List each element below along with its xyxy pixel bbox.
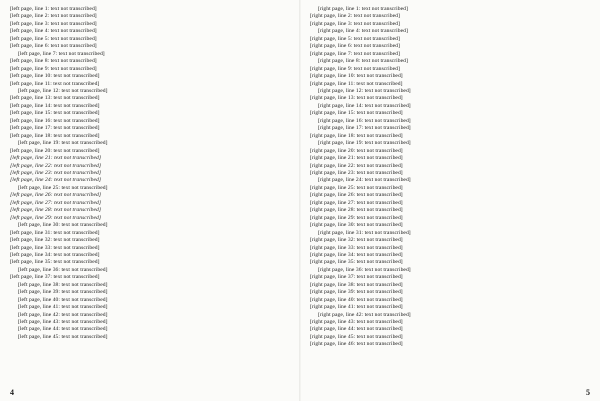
text-line: [left page, line 4: text not transcribed] xyxy=(10,28,97,35)
text-line: [right page, line 40: text not transcribed] xyxy=(310,296,403,303)
text-line: [left page, line 26: text not transcribed] xyxy=(10,192,102,199)
text-line: [left page, line 40: text not transcribed] xyxy=(18,296,108,303)
text-line: [right page, line 38: text not transcribed] xyxy=(310,281,403,288)
text-line: [left page, line 38: text not transcribed] xyxy=(18,281,108,288)
text-line: [right page, line 28: text not transcribed] xyxy=(310,207,403,214)
text-line: [right page, line 6: text not transcribed] xyxy=(310,43,400,50)
text-line: [left page, line 16: text not transcribed] xyxy=(10,117,100,124)
text-line: [left page, line 3: text not transcribed] xyxy=(10,20,97,27)
text-line: [left page, line 9: text not transcribed] xyxy=(10,65,97,72)
text-line: [left page, line 25: text not transcribed] xyxy=(18,184,108,191)
text-line: [left page, line 13: text not transcribed] xyxy=(10,95,100,102)
text-line: [left page, line 8: text not transcribed] xyxy=(10,58,97,65)
text-line: [left page, line 12: text not transcribed] xyxy=(18,87,108,94)
text-line: [left page, line 37: text not transcribed] xyxy=(10,274,100,281)
left-page-number: 4 xyxy=(10,388,14,397)
text-line: [right page, line 30: text not transcribed] xyxy=(310,222,403,229)
text-line: [left page, line 6: text not transcribed] xyxy=(10,43,97,50)
text-line: [right page, line 31: text not transcribed] xyxy=(318,229,411,236)
text-line: [left page, line 29: text not transcribed] xyxy=(10,214,102,221)
text-line: [right page, line 27: text not transcribed] xyxy=(310,199,403,206)
text-line: [left page, line 24: text not transcribed] xyxy=(10,177,102,184)
text-line: [right page, line 25: text not transcribed] xyxy=(310,184,403,191)
text-line: [right page, line 35: text not transcribed] xyxy=(310,259,403,266)
text-line: [left page, line 20: text not transcribed] xyxy=(10,147,100,154)
text-line: [left page, line 30: text not transcribed] xyxy=(18,222,108,229)
text-line: [right page, line 42: text not transcribed] xyxy=(318,311,411,318)
text-line: [left page, line 45: text not transcribed] xyxy=(18,333,108,340)
text-line: [left page, line 18: text not transcribed] xyxy=(10,132,100,139)
text-line: [left page, line 36: text not transcribed] xyxy=(18,266,108,273)
text-line: [right page, line 19: text not transcribed] xyxy=(318,140,411,147)
text-line: [right page, line 21: text not transcribed] xyxy=(310,155,403,162)
text-line: [right page, line 13: text not transcribed] xyxy=(310,95,403,102)
text-line: [left page, line 19: text not transcribed] xyxy=(18,140,108,147)
text-line: [right page, line 8: text not transcribed] xyxy=(318,58,408,65)
text-line: [right page, line 20: text not transcribed] xyxy=(310,147,403,154)
right-page xyxy=(300,0,600,401)
text-line: [right page, line 44: text not transcribed] xyxy=(310,326,403,333)
text-line: [left page, line 32: text not transcribed] xyxy=(10,237,100,244)
text-line: [right page, line 12: text not transcribed] xyxy=(318,87,411,94)
text-line: [right page, line 22: text not transcribed] xyxy=(310,162,403,169)
text-line: [left page, line 35: text not transcribed] xyxy=(10,259,100,266)
text-line: [right page, line 10: text not transcribed] xyxy=(310,73,403,80)
text-line: [left page, line 23: text not transcribed] xyxy=(10,169,102,176)
text-line: [left page, line 14: text not transcribed] xyxy=(10,102,100,109)
text-line: [right page, line 14: text not transcribed] xyxy=(318,102,411,109)
text-line: [left page, line 22: text not transcribed] xyxy=(10,162,102,169)
text-line: [right page, line 4: text not transcribed] xyxy=(318,28,408,35)
text-line: [left page, line 1: text not transcribed] xyxy=(10,6,97,12)
text-line: [left page, line 28: text not transcribed] xyxy=(10,207,102,214)
text-line: [right page, line 16: text not transcribed] xyxy=(318,117,411,124)
text-line: [left page, line 31: text not transcribed] xyxy=(10,229,100,236)
text-line: [right page, line 9: text not transcribed] xyxy=(310,65,400,72)
text-line: [right page, line 5: text not transcribed] xyxy=(310,35,400,42)
text-line: [right page, line 1: text not transcribed] xyxy=(318,6,408,12)
text-line: [right page, line 34: text not transcribed] xyxy=(310,251,403,258)
text-line: [left page, line 11: text not transcribed] xyxy=(10,80,100,87)
text-line: [right page, line 15: text not transcribed] xyxy=(310,110,403,117)
text-line: [left page, line 42: text not transcribed] xyxy=(18,311,108,318)
text-line: [right page, line 24: text not transcribed] xyxy=(318,177,411,184)
text-line: [right page, line 32: text not transcribed] xyxy=(310,237,403,244)
text-line: [left page, line 27: text not transcribed] xyxy=(10,199,102,206)
text-line: [right page, line 36: text not transcribed] xyxy=(318,266,411,273)
text-line: [right page, line 2: text not transcribed] xyxy=(310,13,400,20)
text-line: [right page, line 17: text not transcribed] xyxy=(318,125,411,132)
right-page-number: 5 xyxy=(586,388,590,397)
text-line: [left page, line 17: text not transcribed] xyxy=(10,125,100,132)
text-line: [left page, line 5: text not transcribed] xyxy=(10,35,97,42)
text-line: [right page, line 29: text not transcribed] xyxy=(310,214,403,221)
text-line: [left page, line 7: text not transcribed] xyxy=(18,50,105,57)
text-line: [left page, line 15: text not transcribed] xyxy=(10,110,100,117)
text-line: [left page, line 2: text not transcribed] xyxy=(10,13,97,20)
text-line: [right page, line 3: text not transcribed] xyxy=(310,20,400,27)
text-line: [right page, line 11: text not transcribed] xyxy=(310,80,403,87)
text-line: [right page, line 23: text not transcribed] xyxy=(310,169,403,176)
text-line: [right page, line 41: text not transcribed] xyxy=(310,304,403,311)
left-page-text xyxy=(10,6,290,383)
text-line: [left page, line 44: text not transcribed] xyxy=(18,326,108,333)
text-line: [left page, line 21: text not transcribed] xyxy=(10,155,102,162)
text-line: [right page, line 33: text not transcribed] xyxy=(310,244,403,251)
text-line: [right page, line 26: text not transcribed] xyxy=(310,192,403,199)
text-line: [right page, line 18: text not transcribed] xyxy=(310,132,403,139)
right-page-text xyxy=(310,6,590,383)
text-line: [right page, line 45: text not transcribed] xyxy=(310,333,403,340)
text-line: [right page, line 43: text not transcribed] xyxy=(310,319,403,326)
text-line: [right page, line 37: text not transcribed] xyxy=(310,274,403,281)
text-line: [left page, line 39: text not transcribed] xyxy=(18,289,108,296)
text-line: [left page, line 10: text not transcribed] xyxy=(10,73,100,80)
text-line: [left page, line 33: text not transcribed] xyxy=(10,244,100,251)
text-line: [right page, line 39: text not transcribed] xyxy=(310,289,403,296)
text-line: [left page, line 43: text not transcribed] xyxy=(18,319,108,326)
text-line: [left page, line 41: text not transcribed] xyxy=(18,304,108,311)
text-line: [left page, line 34: text not transcribed] xyxy=(10,251,100,258)
text-line: [right page, line 46: text not transcribed] xyxy=(310,341,403,348)
text-line: [right page, line 7: text not transcribed] xyxy=(310,50,400,57)
